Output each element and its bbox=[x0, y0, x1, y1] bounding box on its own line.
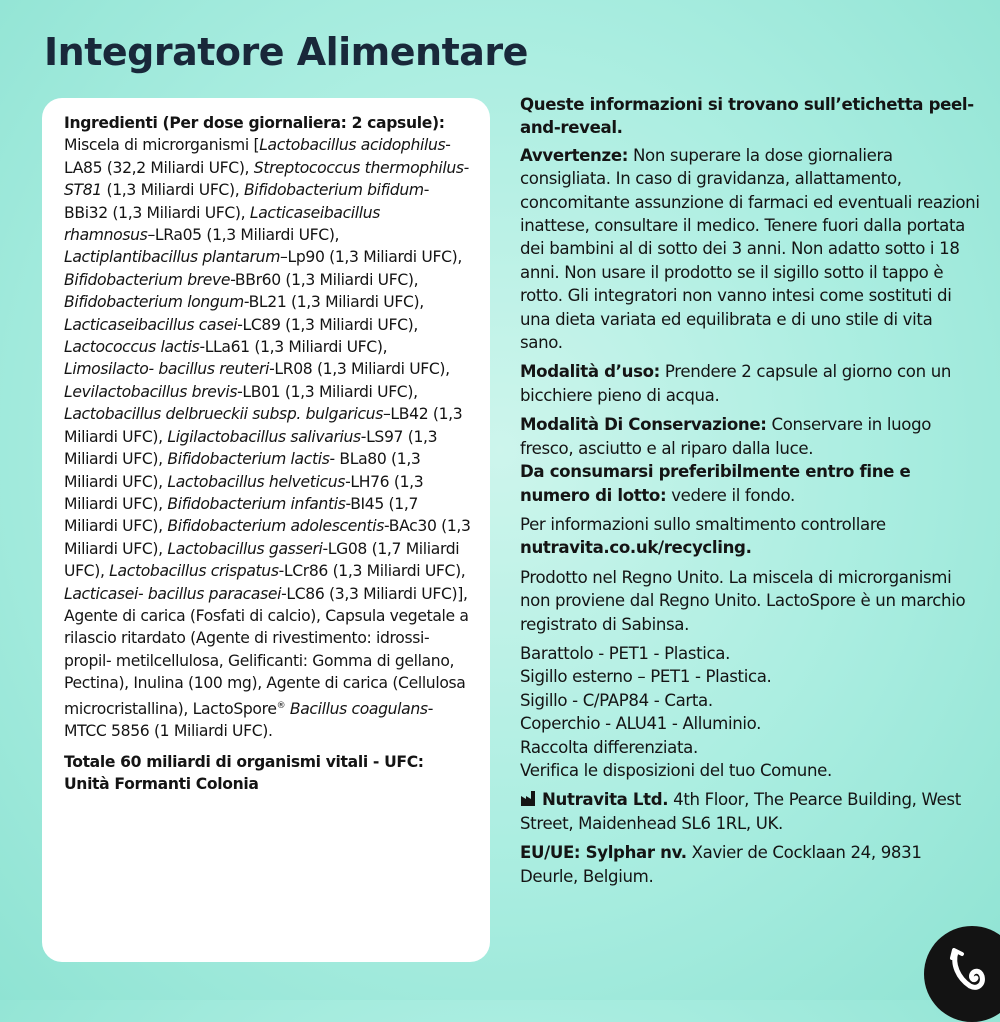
manufacturer-address: 4th Floor, The Pearce Building, West Street, Maidenhead SL6 1RL, UK. bbox=[520, 790, 961, 833]
packaging-item: Sigillo - C/PAP84 - Carta. bbox=[520, 690, 713, 710]
ingredient-text: -LR08 (1,3 Miliardi UFC), bbox=[269, 360, 450, 379]
species-name: Lactiplantibacillus plantarum bbox=[64, 248, 281, 267]
species-name: Lacticasei- bacillus paracasei bbox=[64, 584, 282, 603]
eu-representative-section bbox=[520, 841, 980, 888]
species-name: Bacillus coagulans bbox=[289, 699, 428, 718]
ingredient-text: Miscela di microrganismi [ bbox=[64, 136, 260, 155]
nutravita-logo-icon bbox=[924, 926, 1000, 1022]
species-name: Bifidobacterium infantis bbox=[167, 494, 346, 513]
species-name: Lacticaseibacillus casei bbox=[64, 315, 238, 334]
ingredient-text: -LG08 (1,7 Miliardi UFC), bbox=[64, 539, 460, 581]
ingredient-text: –LB42 (1,3 Miliardi UFC), bbox=[64, 405, 463, 446]
ingredient-text: -BL21 (1,3 Miliardi UFC), bbox=[243, 293, 424, 312]
disposal-text: Per informazioni sullo smaltimento controllare bbox=[520, 514, 886, 534]
expiry-label: Da consumarsi preferibilmente entro fine e numero di lotto: bbox=[520, 462, 911, 505]
ingredients-total: Totale 60 miliardi di organismi vitali - UFC: Unità Formanti Colonia bbox=[64, 752, 424, 793]
species-name: Limosilacto- bacillus reuteri bbox=[64, 360, 270, 379]
usage-text: Prendere 2 capsule al giorno con un bicchiere pieno di acqua. bbox=[520, 362, 952, 405]
packaging-item: Coperchio - ALU41 - Alluminio. bbox=[520, 714, 762, 734]
storage-label: Modalità Di Conservazione: bbox=[520, 415, 767, 435]
page-title: Integratore Alimentare bbox=[44, 30, 528, 74]
packaging-item: Barattolo - PET1 - Plastica. bbox=[520, 643, 731, 663]
eu-address: Xavier de Cocklaan 24, 9831 Deurle, Belgium. bbox=[520, 843, 922, 886]
ingredient-text: -MTCC 5856 (1 Miliardi UFC). bbox=[64, 699, 433, 741]
warnings-section bbox=[520, 144, 980, 355]
packaging-item: Raccolta differenziata. bbox=[520, 737, 698, 757]
usage-section bbox=[520, 360, 980, 407]
species-name: Lactobacillus crispatus bbox=[109, 562, 279, 581]
ingredient-text: -LA85 (32,2 Miliardi UFC), bbox=[64, 136, 451, 177]
ingredient-text: (1,3 Miliardi UFC), bbox=[101, 181, 244, 200]
factory-icon bbox=[520, 789, 538, 805]
species-name: Ligilactobacillus salivarius bbox=[167, 427, 361, 446]
usage-label: Modalità d’uso: bbox=[520, 362, 660, 382]
warnings-label: Avvertenze: bbox=[520, 145, 629, 165]
storage-section bbox=[520, 413, 980, 460]
species-name: Streptococcus thermophilus-ST81 bbox=[64, 158, 469, 200]
expiry-text: vedere il fondo. bbox=[666, 485, 795, 505]
expiry-section bbox=[520, 460, 980, 507]
warnings-text: Non superare la dose giornaliera consigliata. In caso di gravidanza, allattamento, concomitante assunzione di farmaci ed eventuali reazioni inattese, consultare il medico. Tenere fuori dalla portata dei bambini al di sotto dei 3 anni. Non adatto sotto i 18 anni. Non usare il prodotto se il sigillo sotto il tappo è rotto. Gli integratori non vanno intesi come sostituti di una dieta variata ed equilibrata e di uno stile di vita sano. bbox=[520, 145, 980, 353]
manufacturer-name: Nutravita Ltd. bbox=[542, 790, 669, 810]
species-name: Bifidobacterium adolescentis bbox=[167, 517, 385, 536]
ingredient-text: -LC86 (3,3 Miliardi UFC)], Agente di carica (Fosfati di calcio), Capsula vegetale a rilascio ritardato (Agente di rivestimento: idrossi-propil- metilcellulosa, Gelificanti: Gomma di gellano, Pectina), Inulina (100 mg), Agente di carica (Cellulosa microcristallina), LactoSpore bbox=[64, 584, 469, 718]
recycling-link[interactable]: nutravita.co.uk/recycling. bbox=[520, 538, 752, 558]
species-name: Lacticaseibacillus rhamnosus bbox=[64, 203, 381, 245]
ingredient-text: -LH76 (1,3 Miliardi UFC), bbox=[64, 472, 424, 513]
ingredient-text: –LRa05 (1,3 Miliardi UFC), bbox=[147, 226, 340, 245]
ingredients-card bbox=[42, 98, 490, 962]
species-name: Lactobacillus delbrueckii subsp. bulgaricus bbox=[64, 405, 383, 424]
info-column bbox=[520, 93, 980, 894]
peel-reveal-note: Queste informazioni si trovano sull’etichetta peel-and-reveal. bbox=[520, 95, 974, 138]
ingredient-text: -BAc30 (1,3 Miliardi UFC), bbox=[64, 517, 471, 558]
registered-mark: ® bbox=[276, 700, 286, 711]
manufacturer-section bbox=[520, 788, 980, 835]
ingredients-text bbox=[64, 112, 472, 743]
ingredient-text: -BBr60 (1,3 Miliardi UFC), bbox=[230, 270, 419, 289]
packaging-item: Sigillo esterno – PET1 - Plastica. bbox=[520, 667, 772, 687]
packaging-item: Verifica le disposizioni del tuo Comune. bbox=[520, 760, 832, 780]
ingredient-text: -BBi32 (1,3 Miliardi UFC), bbox=[64, 181, 429, 222]
ingredient-text: -LC89 (1,3 Miliardi UFC), bbox=[237, 315, 418, 334]
ingredient-text: -LCr86 (1,3 Miliardi UFC), bbox=[278, 562, 466, 581]
origin-section: Prodotto nel Regno Unito. La miscela di microrganismi non proviene dal Regno Unito. LactoSpore è un marchio registrato di Sabinsa. bbox=[520, 567, 966, 634]
packaging-list bbox=[520, 642, 980, 782]
eu-label: EU/UE: Sylphar nv. bbox=[520, 843, 687, 863]
species-name: Lactococcus lactis bbox=[64, 338, 200, 357]
disposal-section bbox=[520, 513, 980, 560]
species-name: Levilactobacillus brevis bbox=[64, 382, 238, 401]
species-name: Lactobacillus gasseri bbox=[167, 539, 323, 558]
species-name: Bifidobacterium bifidum bbox=[243, 181, 424, 200]
species-name: Bifidobacterium lactis bbox=[167, 450, 330, 469]
ingredient-text: -BI45 (1,7 Miliardi UFC), bbox=[64, 494, 419, 536]
species-name: Bifidobacterium longum bbox=[64, 293, 244, 312]
species-name: Lactobacillus acidophilus bbox=[259, 136, 446, 155]
ingredient-text: -LB01 (1,3 Miliardi UFC), bbox=[237, 382, 418, 401]
ingredient-text: - BLa80 (1,3 Miliardi UFC), bbox=[64, 450, 421, 491]
ingredient-text: -LS97 (1,3 Miliardi UFC), bbox=[64, 427, 438, 469]
ingredient-text: –Lp90 (1,3 Miliardi UFC), bbox=[280, 248, 462, 267]
ingredient-text: -LLa61 (1,3 Miliardi UFC), bbox=[199, 338, 388, 357]
species-name: Lactobacillus helveticus bbox=[167, 472, 346, 491]
storage-text: Conservare in luogo fresco, asciutto e al riparo dalla luce. bbox=[520, 415, 932, 458]
species-name: Bifidobacterium breve bbox=[64, 270, 231, 289]
ingredients-heading: Ingredienti (Per dose giornaliera: 2 capsule): bbox=[64, 114, 445, 132]
